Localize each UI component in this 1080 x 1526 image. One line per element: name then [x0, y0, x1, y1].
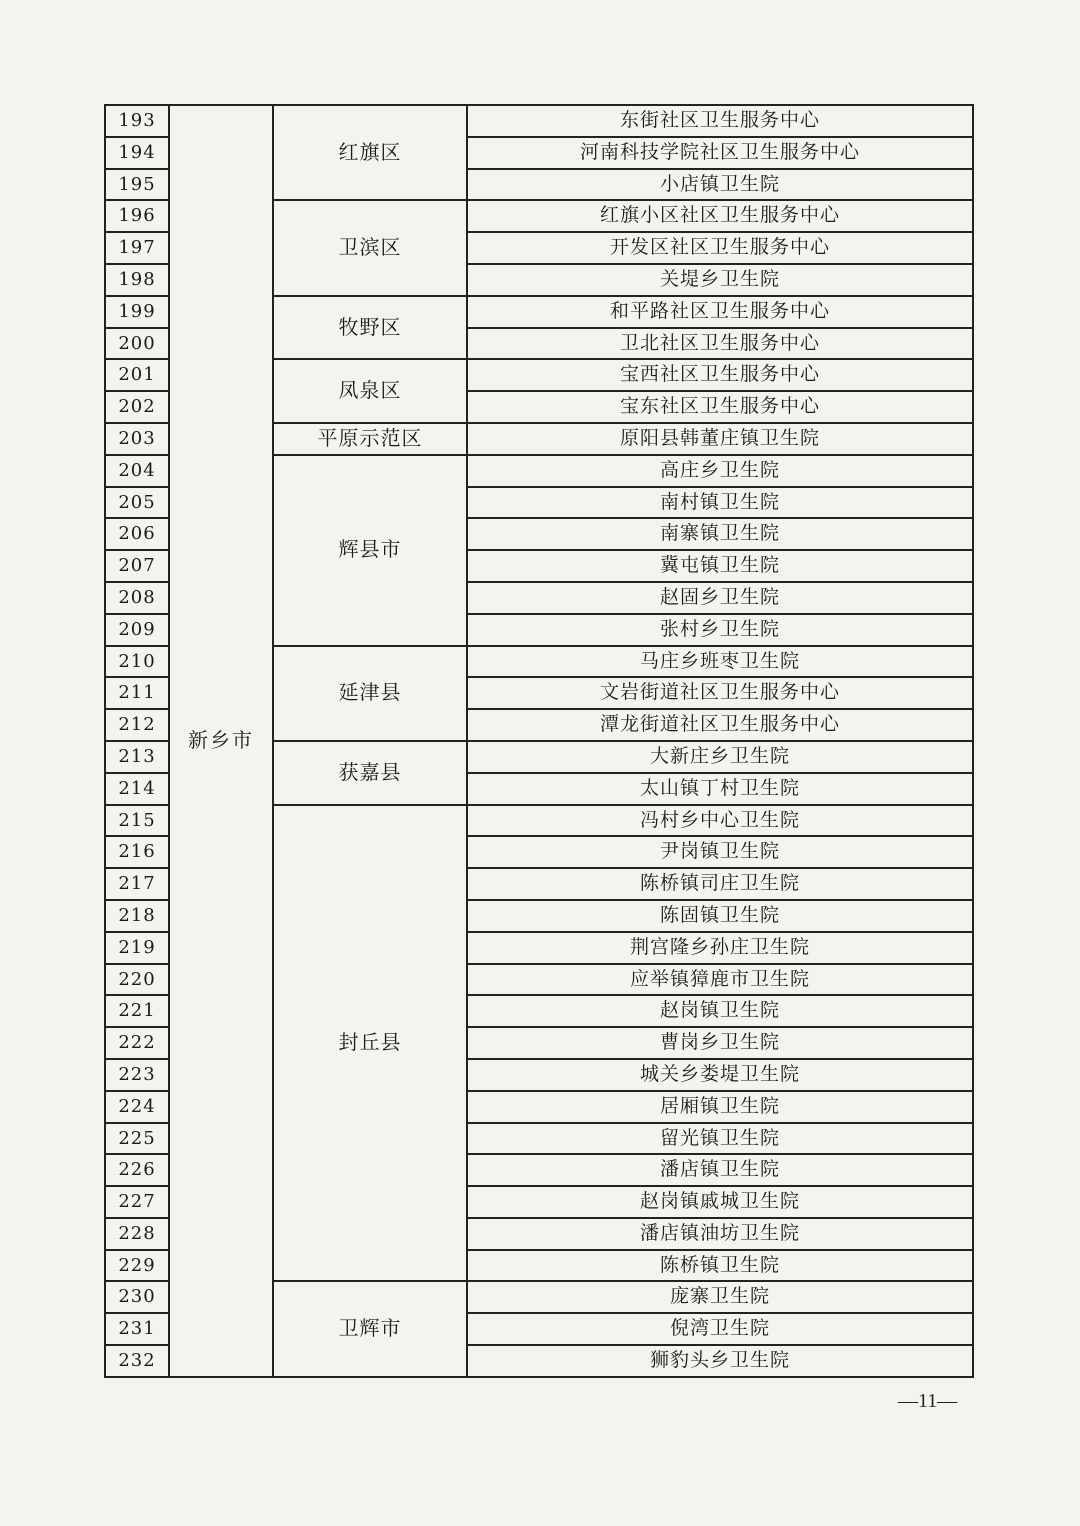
district-cell: 封丘县	[273, 805, 467, 1282]
row-number: 199	[105, 296, 169, 328]
page-number: —11—	[898, 1390, 958, 1412]
institution-cell: 关堤乡卫生院	[467, 264, 973, 296]
institution-cell: 马庄乡班枣卫生院	[467, 646, 973, 678]
district-cell: 平原示范区	[273, 423, 467, 455]
row-number: 198	[105, 264, 169, 296]
row-number: 218	[105, 900, 169, 932]
row-number: 232	[105, 1345, 169, 1377]
institution-cell: 高庄乡卫生院	[467, 455, 973, 487]
institution-cell: 东街社区卫生服务中心	[467, 105, 973, 137]
district-cell: 卫滨区	[273, 200, 467, 295]
row-number: 207	[105, 550, 169, 582]
row-number: 209	[105, 614, 169, 646]
row-number: 231	[105, 1313, 169, 1345]
institution-cell: 南寨镇卫生院	[467, 518, 973, 550]
district-cell: 延津县	[273, 646, 467, 741]
institution-cell: 冯村乡中心卫生院	[467, 805, 973, 837]
institution-cell: 倪湾卫生院	[467, 1313, 973, 1345]
institution-cell: 曹岗乡卫生院	[467, 1027, 973, 1059]
row-number: 228	[105, 1218, 169, 1250]
institution-cell: 城关乡娄堤卫生院	[467, 1059, 973, 1091]
row-number: 197	[105, 232, 169, 264]
row-number: 208	[105, 582, 169, 614]
institution-cell: 和平路社区卫生服务中心	[467, 296, 973, 328]
row-number: 217	[105, 868, 169, 900]
institution-cell: 潘店镇卫生院	[467, 1154, 973, 1186]
row-number: 203	[105, 423, 169, 455]
institution-cell: 赵岗镇戚城卫生院	[467, 1186, 973, 1218]
row-number: 223	[105, 1059, 169, 1091]
institution-cell: 文岩街道社区卫生服务中心	[467, 677, 973, 709]
institution-cell: 荆宫隆乡孙庄卫生院	[467, 932, 973, 964]
institution-cell: 小店镇卫生院	[467, 169, 973, 201]
row-number: 202	[105, 391, 169, 423]
row-number: 210	[105, 646, 169, 678]
row-number: 205	[105, 487, 169, 519]
table-row	[105, 105, 973, 137]
row-number: 222	[105, 1027, 169, 1059]
row-number: 195	[105, 169, 169, 201]
institution-cell: 陈桥镇司庄卫生院	[467, 868, 973, 900]
row-number: 215	[105, 805, 169, 837]
row-number: 200	[105, 328, 169, 360]
institution-cell: 宝西社区卫生服务中心	[467, 359, 973, 391]
institution-cell: 陈桥镇卫生院	[467, 1250, 973, 1282]
row-number: 213	[105, 741, 169, 773]
institution-cell: 南村镇卫生院	[467, 487, 973, 519]
institution-cell: 居厢镇卫生院	[467, 1091, 973, 1123]
institution-cell: 尹岗镇卫生院	[467, 836, 973, 868]
city-cell: 新乡市	[169, 105, 273, 1377]
institution-cell: 留光镇卫生院	[467, 1123, 973, 1155]
row-number: 201	[105, 359, 169, 391]
institution-cell: 张村乡卫生院	[467, 614, 973, 646]
row-number: 225	[105, 1123, 169, 1155]
row-number: 227	[105, 1186, 169, 1218]
institution-cell: 冀屯镇卫生院	[467, 550, 973, 582]
institution-cell: 潘店镇油坊卫生院	[467, 1218, 973, 1250]
row-number: 224	[105, 1091, 169, 1123]
row-number: 204	[105, 455, 169, 487]
institution-cell: 应举镇獐鹿市卫生院	[467, 964, 973, 996]
row-number: 214	[105, 773, 169, 805]
institution-cell: 卫北社区卫生服务中心	[467, 328, 973, 360]
institution-cell: 原阳县韩董庄镇卫生院	[467, 423, 973, 455]
institution-cell: 潭龙街道社区卫生服务中心	[467, 709, 973, 741]
institution-cell: 宝东社区卫生服务中心	[467, 391, 973, 423]
institution-cell: 太山镇丁村卫生院	[467, 773, 973, 805]
district-cell: 辉县市	[273, 455, 467, 646]
row-number: 212	[105, 709, 169, 741]
row-number: 219	[105, 932, 169, 964]
row-number: 216	[105, 836, 169, 868]
row-number: 193	[105, 105, 169, 137]
institution-cell: 赵固乡卫生院	[467, 582, 973, 614]
institution-cell: 狮豹头乡卫生院	[467, 1345, 973, 1377]
institution-cell: 庞寨卫生院	[467, 1281, 973, 1313]
row-number: 220	[105, 964, 169, 996]
district-cell: 凤泉区	[273, 359, 467, 423]
institution-cell: 陈固镇卫生院	[467, 900, 973, 932]
row-number: 206	[105, 518, 169, 550]
row-number: 229	[105, 1250, 169, 1282]
institution-cell: 红旗小区社区卫生服务中心	[467, 200, 973, 232]
district-cell: 获嘉县	[273, 741, 467, 805]
row-number: 211	[105, 677, 169, 709]
row-number: 196	[105, 200, 169, 232]
district-cell: 卫辉市	[273, 1281, 467, 1376]
institution-table	[104, 104, 974, 1378]
institution-cell: 大新庄乡卫生院	[467, 741, 973, 773]
district-cell: 牧野区	[273, 296, 467, 360]
row-number: 194	[105, 137, 169, 169]
row-number: 221	[105, 995, 169, 1027]
institution-cell: 开发区社区卫生服务中心	[467, 232, 973, 264]
institution-cell: 赵岗镇卫生院	[467, 995, 973, 1027]
row-number: 230	[105, 1281, 169, 1313]
institution-cell: 河南科技学院社区卫生服务中心	[467, 137, 973, 169]
row-number: 226	[105, 1154, 169, 1186]
district-cell: 红旗区	[273, 105, 467, 200]
